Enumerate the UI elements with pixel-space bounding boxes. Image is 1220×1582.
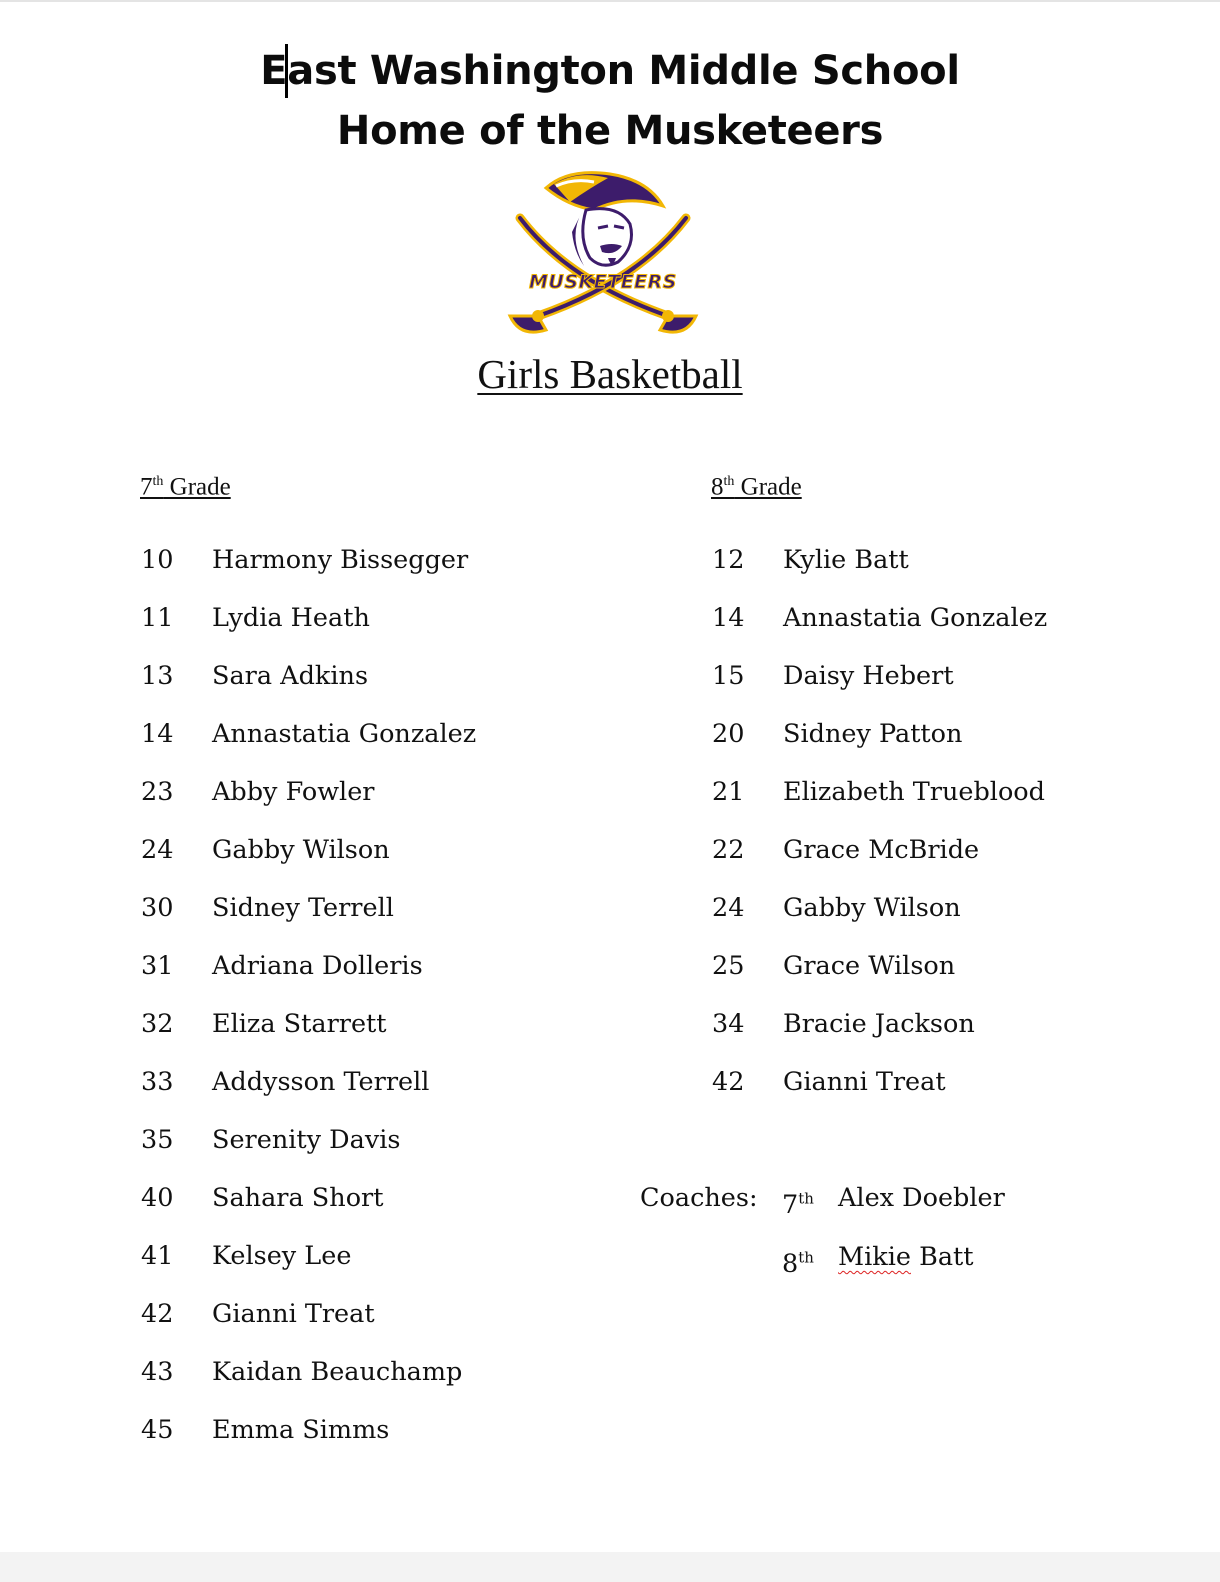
list-item [712,946,1132,1004]
jersey-number: 25 [712,951,745,981]
player-name: Adriana Dolleris [212,951,423,981]
sport-title: Girls Basketball [477,351,743,397]
player-name: Annastatia Gonzalez [783,603,1048,633]
list-item [712,1004,1132,1062]
eighth-grade-heading: 8th Grade [711,473,802,501]
player-name: Gianni Treat [212,1299,375,1329]
player-name: Harmony Bissegger [212,545,469,575]
coaches-label: Coaches: [640,1183,758,1213]
jersey-number: 14 [141,719,174,749]
list-item [712,598,1132,656]
jersey-number: 30 [141,893,174,923]
player-name: Grace McBride [783,835,980,865]
coach-row-8th [782,1237,974,1284]
list-item [712,772,1132,830]
coach-row-7th [782,1178,1005,1225]
jersey-number: 13 [141,661,174,691]
list-item [712,830,1132,888]
list-item [141,1120,561,1178]
player-name: Kylie Batt [783,545,909,575]
player-name: Kaidan Beauchamp [212,1357,463,1387]
jersey-number: 41 [141,1241,174,1271]
logo-wordmark: MUSKETEERS [529,271,677,293]
player-name: Sidney Patton [783,719,963,749]
school-tagline: Home of the Musketeers [336,108,884,154]
page-bottom-edge [0,1552,1220,1582]
coach-name: Mikie Batt [838,1242,974,1272]
jersey-number: 15 [712,661,745,691]
list-item [712,714,1132,772]
list-item [141,714,561,772]
list-item [141,1004,561,1062]
jersey-number: 11 [141,603,174,633]
spellcheck-flagged-word[interactable]: Mikie [838,1242,911,1272]
list-item [141,540,561,598]
list-item [141,946,561,1004]
list-item [141,1062,561,1120]
school-name: East Washington Middle School [260,48,960,94]
player-name: Daisy Hebert [783,661,954,691]
player-name: Sahara Short [212,1183,384,1213]
seventh-grade-roster [141,540,561,1468]
list-item [141,1178,561,1236]
list-item [712,888,1132,946]
player-name: Grace Wilson [783,951,956,981]
list-item [141,772,561,830]
eighth-grade-roster [712,540,1132,1120]
jersey-number: 42 [712,1067,745,1097]
jersey-number: 33 [141,1067,174,1097]
player-name: Gabby Wilson [783,893,961,923]
jersey-number: 24 [712,893,745,923]
list-item [141,656,561,714]
jersey-number: 24 [141,835,174,865]
coach-grade: 8th [782,1248,814,1279]
jersey-number: 14 [712,603,745,633]
list-item [712,540,1132,598]
seventh-grade-heading: 7th Grade [140,473,231,501]
jersey-number: 40 [141,1183,174,1213]
list-item [141,1410,561,1468]
list-item [141,830,561,888]
list-item [141,1236,561,1294]
jersey-number: 12 [712,545,745,575]
jersey-number: 31 [141,951,174,981]
player-name: Serenity Davis [212,1125,401,1155]
player-name: Bracie Jackson [783,1009,975,1039]
jersey-number: 20 [712,719,745,749]
list-item [141,1294,561,1352]
player-name: Elizabeth Trueblood [783,777,1045,807]
player-name: Eliza Starrett [212,1009,387,1039]
coach-grade: 7th [782,1189,814,1220]
list-item [712,1062,1132,1120]
list-item [141,598,561,656]
player-name: Sidney Terrell [212,893,394,923]
jersey-number: 34 [712,1009,745,1039]
jersey-number: 42 [141,1299,174,1329]
jersey-number: 32 [141,1009,174,1039]
jersey-number: 23 [141,777,174,807]
list-item [141,1352,561,1410]
jersey-number: 45 [141,1415,174,1445]
player-name: Addysson Terrell [212,1067,430,1097]
musketeers-logo [498,166,708,344]
player-name: Sara Adkins [212,661,369,691]
jersey-number: 21 [712,777,745,807]
jersey-number: 10 [141,545,174,575]
player-name: Lydia Heath [212,603,370,633]
jersey-number: 43 [141,1357,174,1387]
player-name: Gianni Treat [783,1067,946,1097]
player-name: Annastatia Gonzalez [212,719,477,749]
player-name: Gabby Wilson [212,835,390,865]
player-name: Kelsey Lee [212,1241,352,1271]
coach-name: Alex Doebler [838,1183,1005,1213]
jersey-number: 22 [712,835,745,865]
list-item [141,888,561,946]
page-top-border [0,0,1220,2]
jersey-number: 35 [141,1125,174,1155]
list-item [712,656,1132,714]
player-name: Abby Fowler [212,777,375,807]
player-name: Emma Simms [212,1415,390,1445]
musketeer-head-icon [546,173,663,266]
